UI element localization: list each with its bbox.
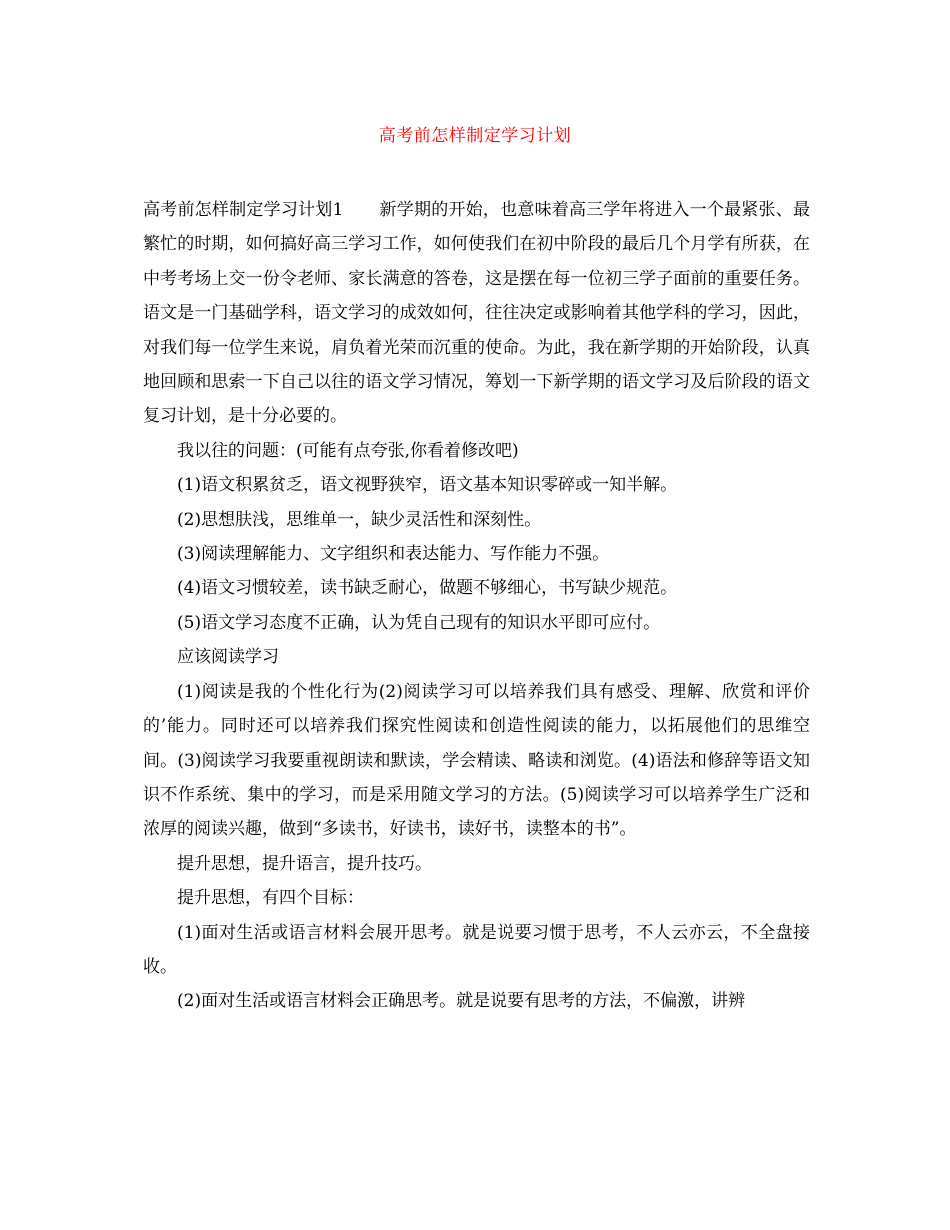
intro-paragraph (143, 193, 810, 434)
paragraph-reading-heading: 应该阅读学习 (177, 647, 279, 668)
document-body (143, 193, 810, 1019)
paragraph-problems-heading: 我以往的问题：(可能有点夸张,你看着修改吧) (177, 440, 519, 461)
paragraph-goals-heading: 提升思想，有四个目标： (177, 888, 364, 909)
paragraph-problem-5: (5)语文学习态度不正确，认为凭自己现有的知识水平即可应付。 (177, 612, 661, 633)
paragraph-reading-body: (1)阅读是我的个性化行为(2)阅读学习可以培养我们具有感受、理解、欣赏和评价的’能力。同时还可以培养我们探究性阅读和创造性阅读的能力，以拓展他们的思维空间。(3)阅读学习我要重视朗读和默读，学会精读、略读和浏览。(4)语法和修辞等语文知识不作系统、集中的学习，而是采用随文学习的方法。(5)阅读学习可以培养学生广泛和浓厚的阅读兴趣，做到“多读书，好读书，读好书，读整本的书”。 (143, 681, 810, 840)
paragraph-goal-2: (2)面对生活或语言材料会正确思考。就是说要有思考的方法，不偏激，讲辨 (177, 991, 746, 1012)
paragraph-goal-1: (1)面对生活或语言材料会展开思考。就是说要习惯于思考，不人云亦云，不全盘接收。 (143, 922, 810, 977)
paragraph-problem-4: (4)语文习惯较差，读书缺乏耐心，做题不够细心，书写缺少规范。 (177, 578, 678, 599)
paragraph-improve-summary: 提升思想，提升语言，提升技巧。 (177, 853, 432, 874)
intro-heading: 高考前怎样制定学习计划1 (143, 200, 344, 220)
paragraph-problem-2: (2)思想肤浅，思维单一，缺少灵活性和深刻性。 (177, 509, 542, 530)
document-title: 高考前怎样制定学习计划 (378, 126, 572, 146)
paragraph-problem-3: (3)阅读理解能力、文字组织和表达能力、写作能力不强。 (177, 544, 610, 565)
intro-text: 新学期的开始，也意味着高三学年将进入一个最紧张、最繁忙的时期，如何搞好高三学习工作，如何使我们在初中阶段的最后几个月学有所获，在中考考场上交一份令老师、家长满意的答卷，这是摆在每一位初三学子面前的重要任务。语文是一门基础学科，语文学习的成效如何，往往决定或影响着其他学科的学习，因此，对我们每一位学生来说，肩负着光荣而沉重的使命。为此，我在新学期的开始阶段，认真地回顾和思索一下自己以往的语文学习情况，筹划一下新学期的语文学习及后阶段的语文复习计划，是十分必要的。 (143, 200, 810, 427)
paragraph-problem-1: (1)语文积累贫乏，语文视野狭窄，语文基本知识零碎或一知半解。 (177, 475, 678, 496)
